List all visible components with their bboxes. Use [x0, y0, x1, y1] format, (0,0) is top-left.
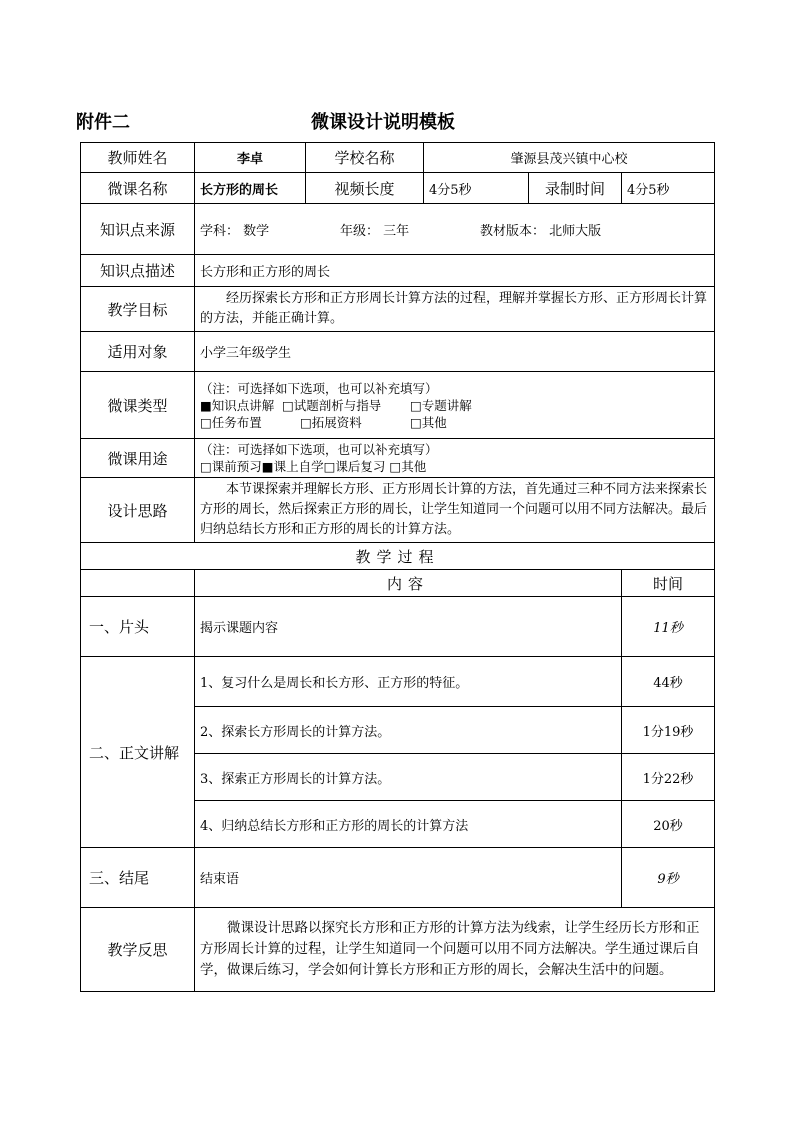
- section-1-time: 11秒: [622, 597, 715, 657]
- length-value: 4分5秒: [424, 173, 529, 204]
- content-header: 内容: [195, 570, 622, 597]
- section-1-label: 一、片头: [81, 597, 195, 657]
- row-use: [81, 439, 715, 478]
- section-3-label: 三、结尾: [81, 848, 195, 908]
- section-2-content: 4、归纳总结长方形和正方形的周长的计算方法: [195, 801, 622, 848]
- source-value: [195, 204, 715, 255]
- row-teacher: [81, 143, 715, 173]
- process-band-title: 教学过程: [81, 543, 715, 570]
- row-source: [81, 204, 715, 255]
- row-process-header: [81, 570, 715, 597]
- table-row: [81, 657, 715, 707]
- type-option-topic: □专题讲解: [410, 397, 472, 413]
- row-section-3: [81, 848, 715, 908]
- row-course: [81, 173, 715, 204]
- type-option-other: □其他: [410, 414, 447, 430]
- attachment-label: 附件二: [76, 112, 130, 133]
- teacher-label: 教师姓名: [81, 143, 195, 173]
- subject-value: 学科： 数学: [200, 223, 270, 239]
- desc-value: 长方形和正方形的周长: [195, 255, 715, 287]
- course-value: 长方形的周长: [195, 173, 306, 204]
- row-desc: [81, 255, 715, 287]
- section-3-content: 结束语: [195, 848, 622, 908]
- type-options: [195, 372, 715, 439]
- row-section-1: [81, 597, 715, 657]
- row-target: [81, 332, 715, 372]
- section-2-content: 1、复习什么是周长和长方形、正方形的特征。: [195, 657, 622, 707]
- section-2-time: 1分22秒: [622, 754, 715, 801]
- section-1-content: 揭示课题内容: [195, 597, 622, 657]
- section-2-time: 20秒: [622, 801, 715, 848]
- section-2-label: 二、正文讲解: [81, 657, 195, 848]
- source-label: 知识点来源: [81, 204, 195, 255]
- teacher-value: 李卓: [195, 143, 306, 173]
- desc-label: 知识点描述: [81, 255, 195, 287]
- row-reflection: [81, 908, 715, 992]
- grade-value: 年级： 三年: [340, 223, 410, 239]
- use-label: 微课用途: [81, 439, 195, 478]
- reflection-value: 微课设计思路以探究长方形和正方形的计算方法为线索，让学生经历长方形和正方形周长计算的过程，让学生知道同一个问题可以用不同方法解决。学生通过课后自学，做课后练习，学会如何计算长方形和正方形的周长，会解决生活中的问题。: [195, 908, 715, 992]
- design-label: 设计思路: [81, 478, 195, 543]
- type-option-exam: □试题剖析与指导: [282, 397, 382, 413]
- target-value: 小学三年级学生: [195, 332, 715, 372]
- type-note: （注：可选择如下选项，也可以补充填写）: [200, 380, 438, 396]
- section-2-content: 2、探索长方形周长的计算方法。: [195, 707, 622, 754]
- section-2-time: 44秒: [622, 657, 715, 707]
- design-value: 本节课探索并理解长方形、正方形周长计算的方法，首先通过三种不同方法来探索长方形的周长，然后探索正方形的周长，让学生知道同一个问题可以用不同方法解决。最后归纳总结长方形和正方形的周长的计算方法。: [195, 478, 715, 543]
- length-label: 视频长度: [306, 173, 424, 204]
- school-value: 肇源县茂兴镇中心校: [424, 143, 715, 173]
- section-2-time: 1分19秒: [622, 707, 715, 754]
- use-options: [195, 439, 715, 478]
- section-3-time: 9秒: [622, 848, 715, 908]
- row-design: [81, 478, 715, 543]
- course-label: 微课名称: [81, 173, 195, 204]
- type-line-2: [200, 414, 709, 431]
- type-option-knowledge: ■知识点讲解: [200, 397, 275, 413]
- goal-value: 经历探索长方形和正方形周长计算方法的过程，理解并掌握长方形、正方形周长计算的方法，并能正确计算。: [195, 287, 715, 332]
- type-option-task: □任务布置: [200, 414, 262, 430]
- edition-value: 教材版本： 北师大版: [480, 223, 602, 239]
- record-value: 4分5秒: [622, 173, 715, 204]
- record-label: 录制时间: [529, 173, 622, 204]
- section-2-content: 3、探索正方形周长的计算方法。: [195, 754, 622, 801]
- type-line-1: [200, 397, 709, 414]
- time-header: 时间: [622, 570, 715, 597]
- school-label: 学校名称: [306, 143, 424, 173]
- type-option-extension: □拓展资料: [300, 414, 362, 430]
- reflection-label: 教学反思: [81, 908, 195, 992]
- row-type: [81, 372, 715, 439]
- use-note: （注：可选择如下选项，也可以补充填写）: [200, 442, 438, 457]
- design-table: [80, 142, 715, 992]
- page-title: 微课设计说明模板: [311, 112, 455, 133]
- use-option-list: □课前预习■课上自学□课后复习 □其他: [200, 459, 427, 474]
- type-label: 微课类型: [81, 372, 195, 439]
- target-label: 适用对象: [81, 332, 195, 372]
- row-goal: [81, 287, 715, 332]
- row-process-band: [81, 543, 715, 570]
- goal-label: 教学目标: [81, 287, 195, 332]
- process-header-blank: [81, 570, 195, 597]
